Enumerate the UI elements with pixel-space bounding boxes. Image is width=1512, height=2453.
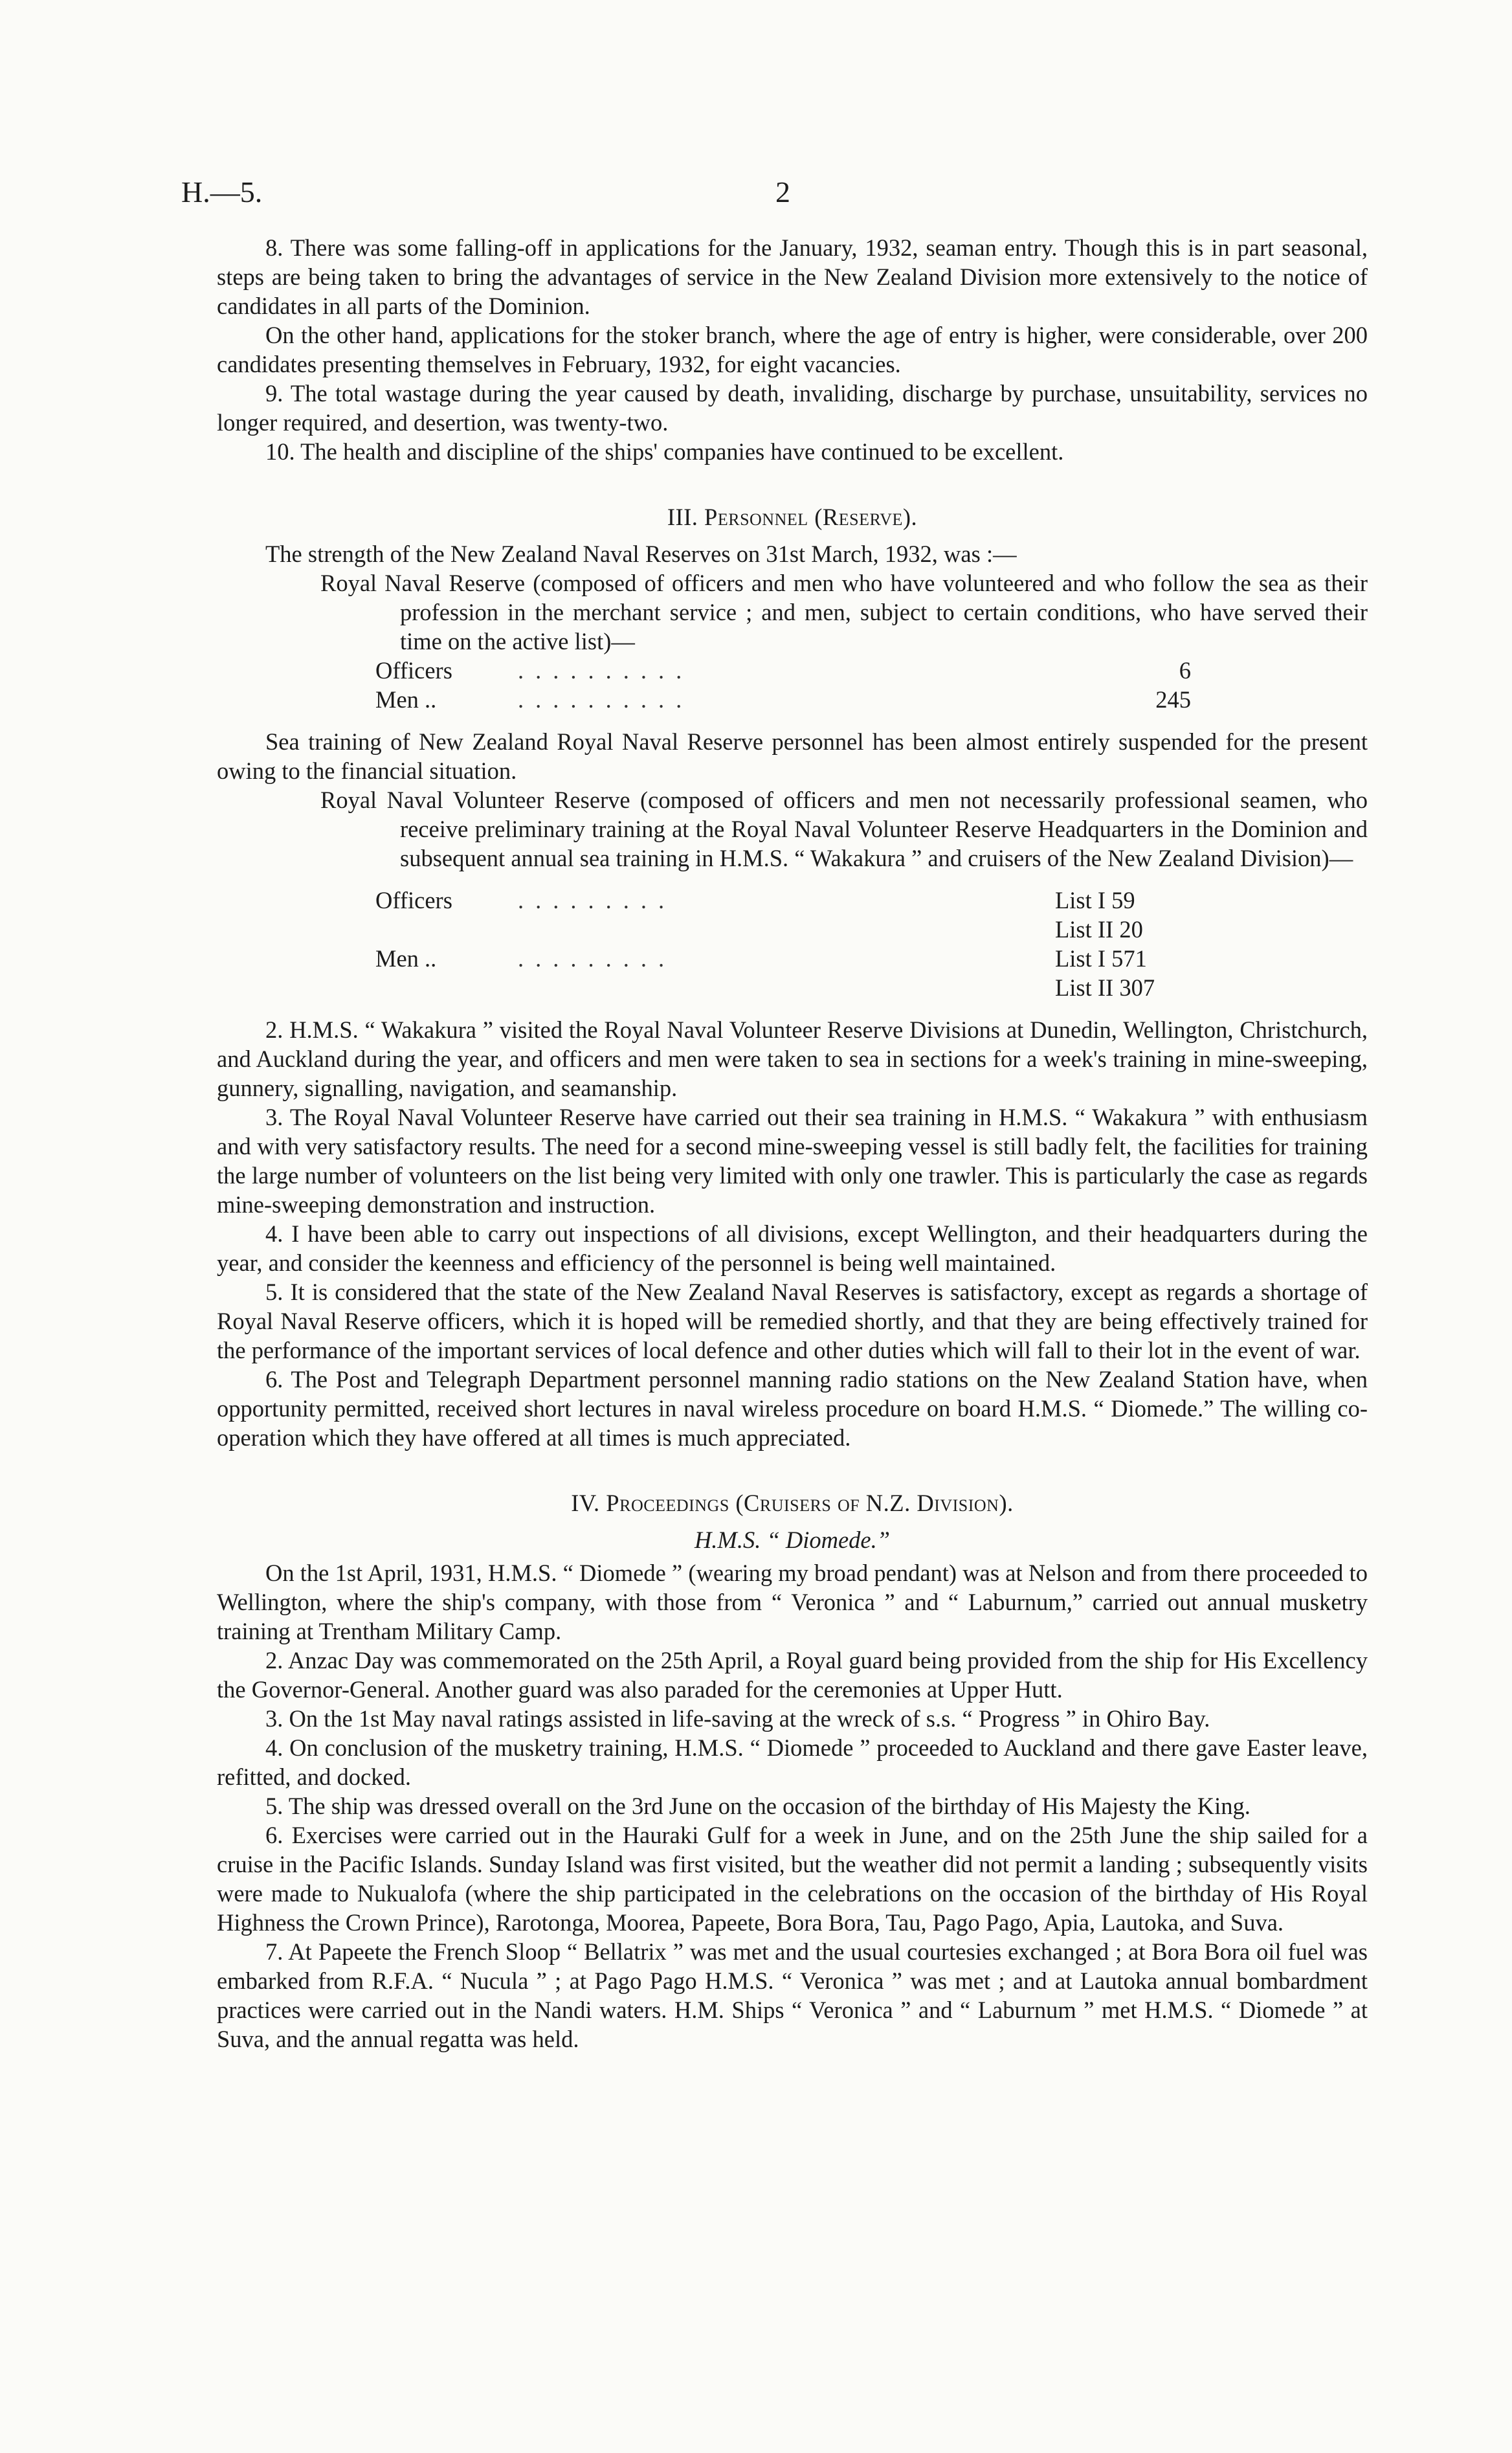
rnr-officers-row <box>375 656 1191 685</box>
paragraph: 6. The Post and Telegraph Department personnel manning radio stations on the New Zealand Station have, when opportunity permitted, received short lectures in naval wireless procedure on board H.M.S. “ Diomede.” The willing co-operation which they have offered at all times is much appreciated. <box>217 1366 1368 1451</box>
leader-dots: .......... <box>518 686 694 713</box>
row-label: Officers <box>375 887 452 913</box>
row-label: Officers <box>375 657 452 684</box>
paragraph: 9. The total wastage during the year caused by death, invaliding, discharge by purchase, unsuitability, services no longer required, and desertion, was twenty-two. <box>217 380 1368 436</box>
rnr-description: Royal Naval Reserve (composed of officers and men who have volunteered and who follow the sea as their profession in the merchant service ; and men, subject to certain conditions, who have served their time on the active list)— <box>320 570 1368 655</box>
paragraph: 4. On conclusion of the musketry training, H.M.S. “ Diomede ” proceeded to Auckland and there gave Easter leave, refitted, and docked. <box>217 1734 1368 1790</box>
paragraph: 8. There was some falling-off in applications for the January, 1932, seaman entry. Though this is in part seasonal, steps are being taken to bring the advantages of service in the New Zealand Division more extensively to the notice of candidates in all parts of the Dominion. <box>217 234 1368 319</box>
paragraph: The strength of the New Zealand Naval Reserves on 31st March, 1932, was :— <box>265 541 1017 567</box>
paragraph: 2. Anzac Day was commemorated on the 25th April, a Royal guard being provided from the ship for His Excellency the Governor-General. Another guard was also paraded for the ceremonies at Upper Hutt. <box>217 1647 1368 1703</box>
ship-subheading: H.M.S. “ Diomede.” <box>694 1527 891 1553</box>
row-value: 6 <box>1179 657 1191 684</box>
section-heading-proceedings: IV. Proceedings (Cruisers of N.Z. Division). <box>571 1490 1014 1516</box>
row-label: Men .. <box>375 945 437 972</box>
paragraph: 3. On the 1st May naval ratings assisted in life-saving at the wreck of s.s. “ Progress ” in Ohiro Bay. <box>265 1705 1210 1732</box>
leader-dots: .......... <box>518 657 694 684</box>
section-heading-personnel-reserve: III. Personnel (Reserve). <box>667 504 918 530</box>
paragraph: 5. The ship was dressed overall on the 3rd June on the occasion of the birthday of His Majesty the King. <box>265 1793 1251 1819</box>
paragraph: Sea training of New Zealand Royal Naval Reserve personnel has been almost entirely suspended for the present owing to the financial situation. <box>217 728 1368 784</box>
report-code: H.—5. <box>181 175 263 208</box>
paragraph: 10. The health and discipline of the ships' companies have continued to be excellent. <box>265 438 1064 465</box>
page-number: 2 <box>775 175 790 208</box>
row-label: Men .. <box>375 686 437 713</box>
paragraph: 5. It is considered that the state of the New Zealand Naval Reserves is satisfactory, except as regards a shortage of Royal Naval Reserve officers, which it is hoped will be remedied shortly, and that they are being effectively trained for the performance of the important services of local defence and other duties which will fall to their lot in the event of war. <box>217 1279 1368 1363</box>
row-value: List I 571 <box>1055 945 1147 972</box>
leader-dots: ......... <box>518 945 676 972</box>
row-value: List I 59 <box>1055 887 1135 913</box>
rnvr-men-row-2 <box>375 973 1191 1002</box>
paragraph: On the 1st April, 1931, H.M.S. “ Diomede ” (wearing my broad pendant) was at Nelson and from there proceeded to Wellington, where the ship's company, with those from “ Veronica ” and “ Laburnum,” carried out annual musketry training at Trentham Military Camp. <box>217 1560 1368 1644</box>
rnvr-officers-row <box>375 886 1191 915</box>
rnvr-description: Royal Naval Volunteer Reserve (composed of officers and men not necessarily professional seamen, who receive preliminary training at the Royal Naval Volunteer Reserve Headquarters in the Dominion and subsequent annual sea training in H.M.S. “ Wakakura ” and cruisers of the New Zealand Division)— <box>320 787 1368 871</box>
rnr-men-row <box>375 685 1191 714</box>
paragraph: 2. H.M.S. “ Wakakura ” visited the Royal Naval Volunteer Reserve Divisions at Dunedin, Wellington, Christchurch, and Auckland during the year, and officers and men were taken to sea in sections for a week's training in mine-sweeping, gunnery, signalling, navigation, and seamanship. <box>217 1016 1368 1101</box>
leader-dots: ......... <box>518 887 676 913</box>
row-value: List II 20 <box>1055 916 1143 943</box>
row-value: List II 307 <box>1055 974 1155 1001</box>
row-value: 245 <box>1155 686 1191 713</box>
paragraph: 4. I have been able to carry out inspections of all divisions, except Wellington, and their headquarters during the year, and consider the keenness and efficiency of the personnel is being well maintained. <box>217 1220 1368 1276</box>
paragraph: 3. The Royal Naval Volunteer Reserve have carried out their sea training in H.M.S. “ Wakakura ” with enthusiasm and with very satisfactory results. The need for a second mine-sweeping vessel is still badly felt, the facilities for training the large number of volunteers on the list being very limited with only one trawler. This is particularly the case as regards mine-sweeping demonstration and instruction. <box>217 1104 1368 1218</box>
paragraph: 6. Exercises were carried out in the Hauraki Gulf for a week in June, and on the 25th June the ship sailed for a cruise in the Pacific Islands. Sunday Island was first visited, but the weather did not permit a landing ; subsequently visits were made to Nukualofa (where the ship participated in the celebrations on the occasion of the birthday of His Royal Highness the Crown Prince), Rarotonga, Moorea, Papeete, Bora Bora, Tau, Pago Pago, Apia, Lautoka, and Suva. <box>217 1822 1368 1936</box>
paragraph: On the other hand, applications for the stoker branch, where the age of entry is higher, were considerable, over 200 candidates presenting themselves in February, 1932, for eight vacancies. <box>217 322 1368 377</box>
rnvr-men-row <box>375 944 1191 973</box>
rnvr-officers-row-2 <box>375 915 1191 944</box>
document-body <box>217 233 1368 2054</box>
paragraph: 7. At Papeete the French Sloop “ Bellatrix ” was met and the usual courtesies exchanged ; at Bora Bora oil fuel was embarked from R.F.A. “ Nucula ” ; at Pago Pago H.M.S. “ Veronica ” was met ; and at Lautoka annual bombardment practices were carried out in the Nandi waters. H.M. Ships “ Veronica ” and “ Laburnum ” met H.M.S. “ Diomede ” at Suva, and the annual regatta was held. <box>217 1938 1368 2052</box>
